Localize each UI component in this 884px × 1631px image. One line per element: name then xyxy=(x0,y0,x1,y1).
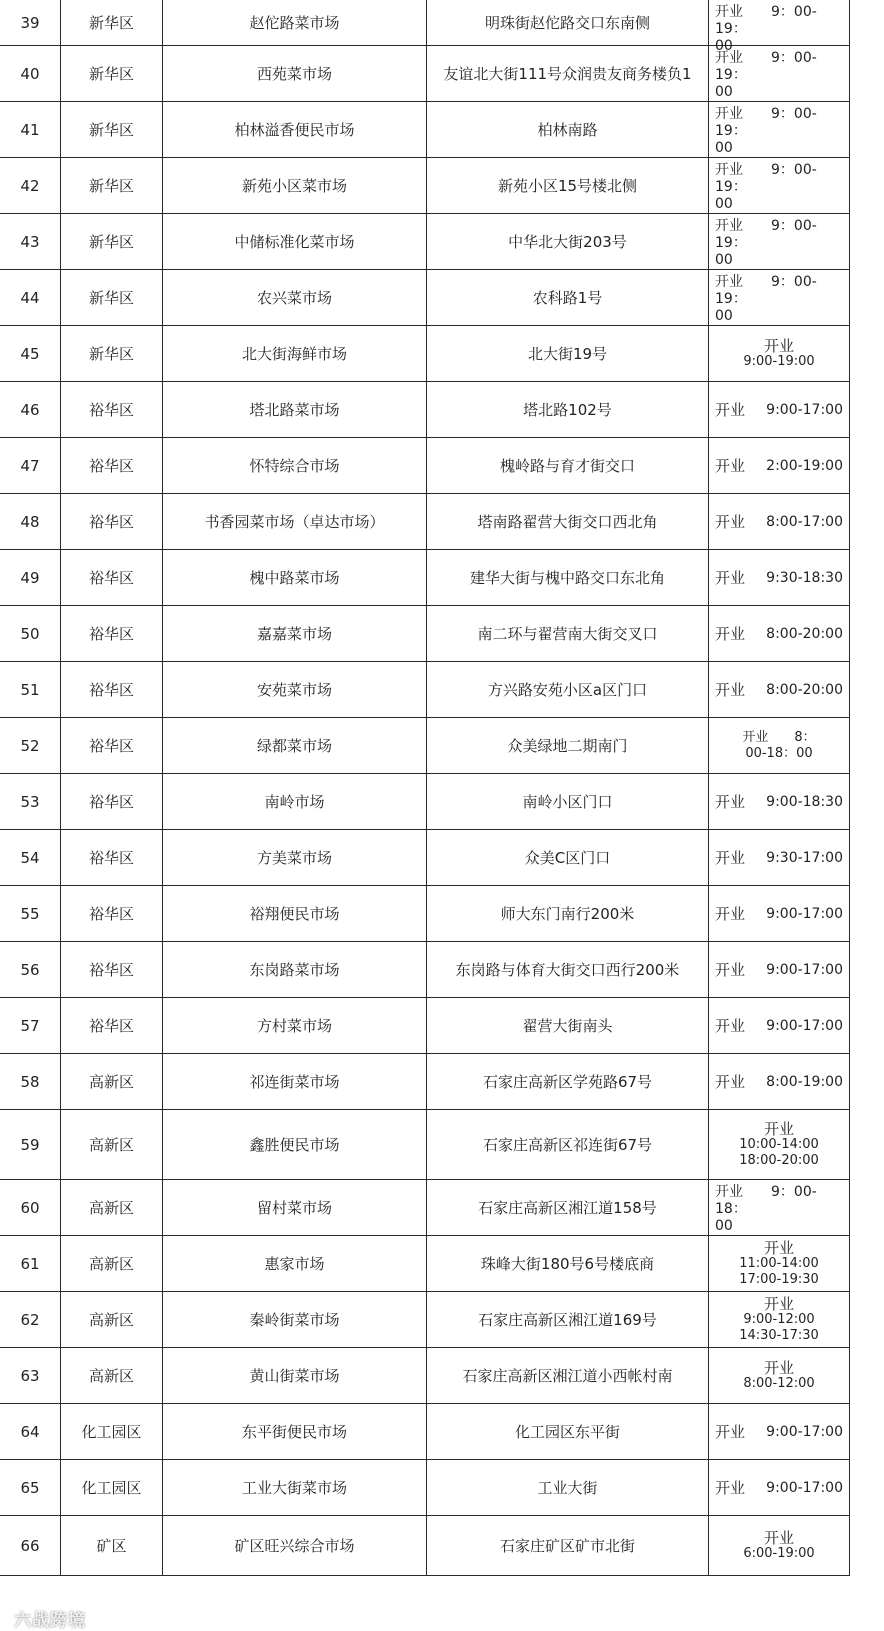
row-number: 58 xyxy=(0,1054,61,1109)
status-line: 开业 9：00-19： xyxy=(715,218,817,251)
hours-text: 9:00-17:00 xyxy=(766,401,843,418)
hours-text: 2:00-19:00 xyxy=(766,457,843,474)
district-cell: 化工园区 xyxy=(61,1460,163,1515)
address-cell: 珠峰大街180号6号楼底商 xyxy=(427,1236,709,1291)
status-cell xyxy=(709,494,850,549)
status-label: 开业 xyxy=(763,1294,794,1313)
status-cell xyxy=(709,1460,850,1515)
status-stack xyxy=(739,1240,819,1288)
row-number: 64 xyxy=(0,1404,61,1459)
status-label: 开业 xyxy=(715,1073,746,1091)
status-line: 开业 9：00-19： xyxy=(715,162,817,195)
address-cell: 柏林南路 xyxy=(427,102,709,157)
row-number: 45 xyxy=(0,326,61,381)
hours-text: 8:00-12:00 xyxy=(743,1375,815,1391)
market-name-cell: 工业大街菜市场 xyxy=(163,1460,427,1515)
status-line: 开业 9：00-19： xyxy=(715,50,817,83)
row-number: 50 xyxy=(0,606,61,661)
row-number: 61 xyxy=(0,1236,61,1291)
table-row xyxy=(0,0,850,54)
row-number: 63 xyxy=(0,1348,61,1403)
status-cell xyxy=(709,662,850,717)
status-cell xyxy=(709,46,850,101)
market-name-cell: 嘉嘉菜市场 xyxy=(163,606,427,661)
address-cell: 方兴路安苑小区a区门口 xyxy=(427,662,709,717)
table-row xyxy=(0,382,850,438)
status-cell xyxy=(709,214,850,269)
status-cell xyxy=(709,550,850,605)
status-line: 开业 9：00-19： xyxy=(715,106,817,139)
address-cell: 众美绿地二期南门 xyxy=(427,718,709,773)
status-cell xyxy=(709,438,850,493)
hours-text: 9:00-18:30 xyxy=(766,793,843,810)
table-row xyxy=(0,1460,850,1516)
status-cell xyxy=(709,774,850,829)
hours-text: 8:00-19:00 xyxy=(766,1073,843,1090)
market-name-cell: 安苑菜市场 xyxy=(163,662,427,717)
district-cell: 裕华区 xyxy=(61,550,163,605)
row-number: 46 xyxy=(0,382,61,437)
market-name-cell: 农兴菜市场 xyxy=(163,270,427,325)
status-label: 开业 8： xyxy=(742,729,816,745)
market-name-cell: 北大街海鲜市场 xyxy=(163,326,427,381)
hours-text: 10:00-14:00 xyxy=(739,1136,819,1152)
table-row xyxy=(0,662,850,718)
market-name-cell: 秦岭街菜市场 xyxy=(163,1292,427,1347)
address-cell: 南岭小区门口 xyxy=(427,774,709,829)
table-row xyxy=(0,1404,850,1460)
row-number: 43 xyxy=(0,214,61,269)
market-name-cell: 方美菜市场 xyxy=(163,830,427,885)
status-label: 开业 xyxy=(763,1528,794,1547)
status-inline xyxy=(713,791,845,812)
address-cell: 友谊北大街111号众润贵友商务楼负1 xyxy=(427,46,709,101)
status-label: 开业 xyxy=(715,625,746,643)
row-number: 51 xyxy=(0,662,61,717)
market-name-cell: 绿都菜市场 xyxy=(163,718,427,773)
hours-text: 8:00-17:00 xyxy=(766,513,843,530)
table-row xyxy=(0,102,850,158)
hours-text: 14:30-17:30 xyxy=(739,1327,819,1343)
status-line: 开业 9：00-18： xyxy=(715,1184,817,1217)
address-cell: 塔北路102号 xyxy=(427,382,709,437)
address-cell: 工业大街 xyxy=(427,1460,709,1515)
district-cell: 新华区 xyxy=(61,102,163,157)
table-row xyxy=(0,886,850,942)
status-inline xyxy=(713,1421,845,1442)
district-cell: 裕华区 xyxy=(61,662,163,717)
market-name-cell: 新苑小区菜市场 xyxy=(163,158,427,213)
table-row xyxy=(0,1348,850,1404)
district-cell: 裕华区 xyxy=(61,998,163,1053)
market-name-cell: 东平街便民市场 xyxy=(163,1404,427,1459)
hours-text: 9:30-18:30 xyxy=(766,569,843,586)
market-name-cell: 方村菜市场 xyxy=(163,998,427,1053)
table-row xyxy=(0,46,850,102)
address-cell: 明珠街赵佗路交口东南侧 xyxy=(427,0,709,45)
status-cell xyxy=(709,270,850,325)
status-stack xyxy=(743,338,814,370)
district-cell: 新华区 xyxy=(61,214,163,269)
status-cell xyxy=(709,1236,850,1291)
district-cell: 高新区 xyxy=(61,1054,163,1109)
status-stack xyxy=(739,1121,819,1169)
address-cell: 建华大街与槐中路交口东北角 xyxy=(427,550,709,605)
status-inline xyxy=(713,455,845,476)
status-wrap xyxy=(713,162,845,213)
district-cell: 新华区 xyxy=(61,326,163,381)
status-cell xyxy=(709,158,850,213)
market-name-cell: 槐中路菜市场 xyxy=(163,550,427,605)
table-row xyxy=(0,718,850,774)
hours-line: 00 xyxy=(715,308,733,324)
row-number: 52 xyxy=(0,718,61,773)
table-row xyxy=(0,998,850,1054)
status-label: 开业 xyxy=(763,1358,794,1377)
market-name-cell: 裕翔便民市场 xyxy=(163,886,427,941)
status-cell xyxy=(709,1110,850,1179)
address-cell: 南二环与翟营南大街交叉口 xyxy=(427,606,709,661)
status-cell xyxy=(709,606,850,661)
district-cell: 新华区 xyxy=(61,158,163,213)
hours-text: 8:00-20:00 xyxy=(766,681,843,698)
row-number: 60 xyxy=(0,1180,61,1235)
status-label: 开业 xyxy=(763,1238,794,1257)
table-row xyxy=(0,1236,850,1292)
status-cell xyxy=(709,326,850,381)
status-inline xyxy=(713,399,845,420)
district-cell: 高新区 xyxy=(61,1236,163,1291)
status-cell xyxy=(709,382,850,437)
market-name-cell: 东岗路菜市场 xyxy=(163,942,427,997)
status-cell xyxy=(709,1404,850,1459)
status-stack xyxy=(743,1530,814,1562)
district-cell: 裕华区 xyxy=(61,886,163,941)
hours-text: 18:00-20:00 xyxy=(739,1152,819,1168)
address-cell: 众美C区门口 xyxy=(427,830,709,885)
market-name-cell: 赵佗路菜市场 xyxy=(163,0,427,45)
district-cell: 新华区 xyxy=(61,46,163,101)
status-inline xyxy=(713,1071,845,1092)
status-stack xyxy=(739,1296,819,1344)
status-label: 开业 xyxy=(763,336,794,355)
hours-text: 9:00-17:00 xyxy=(766,1017,843,1034)
status-cell xyxy=(709,942,850,997)
address-cell: 石家庄矿区矿市北街 xyxy=(427,1516,709,1575)
market-name-cell: 留村菜市场 xyxy=(163,1180,427,1235)
status-cell xyxy=(709,886,850,941)
status-label: 开业 xyxy=(715,401,746,419)
district-cell: 新华区 xyxy=(61,0,163,45)
district-cell: 新华区 xyxy=(61,270,163,325)
table-row xyxy=(0,214,850,270)
hours-text: 8:00-20:00 xyxy=(766,625,843,642)
address-cell: 翟营大街南头 xyxy=(427,998,709,1053)
status-label: 开业 xyxy=(715,961,746,979)
hours-text: 9:00-12:00 xyxy=(743,1311,815,1327)
row-number: 53 xyxy=(0,774,61,829)
hours-text: 00-18：00 xyxy=(745,745,813,761)
hours-line: 00 xyxy=(715,140,733,156)
status-stack xyxy=(743,1360,814,1392)
hours-line: 00 xyxy=(715,84,733,100)
district-cell: 矿区 xyxy=(61,1516,163,1575)
status-label: 开业 xyxy=(715,457,746,475)
status-wrap xyxy=(713,50,845,101)
hours-text: 9:00-17:00 xyxy=(766,961,843,978)
status-label: 开业 xyxy=(715,569,746,587)
market-name-cell: 南岭市场 xyxy=(163,774,427,829)
district-cell: 裕华区 xyxy=(61,438,163,493)
hours-line: 00 xyxy=(715,38,733,54)
status-wrap xyxy=(713,106,845,157)
address-cell: 中华北大街203号 xyxy=(427,214,709,269)
status-inline xyxy=(713,959,845,980)
hours-line: 00 xyxy=(715,1218,733,1234)
address-cell: 石家庄高新区湘江道158号 xyxy=(427,1180,709,1235)
row-number: 39 xyxy=(0,0,61,45)
row-number: 57 xyxy=(0,998,61,1053)
status-label: 开业 xyxy=(715,849,746,867)
district-cell: 裕华区 xyxy=(61,494,163,549)
address-cell: 槐岭路与育才街交口 xyxy=(427,438,709,493)
district-cell: 高新区 xyxy=(61,1110,163,1179)
status-label: 开业 xyxy=(715,1423,746,1441)
table-row xyxy=(0,1110,850,1180)
row-number: 42 xyxy=(0,158,61,213)
address-cell: 师大东门南行200米 xyxy=(427,886,709,941)
table-row xyxy=(0,270,850,326)
market-name-cell: 书香园菜市场（卓达市场） xyxy=(163,494,427,549)
hours-line: 00 xyxy=(715,196,733,212)
hours-text: 9:00-17:00 xyxy=(766,1479,843,1496)
table-row xyxy=(0,830,850,886)
status-wrap xyxy=(713,218,845,269)
row-number: 47 xyxy=(0,438,61,493)
status-stack xyxy=(742,730,815,762)
address-cell: 石家庄高新区学苑路67号 xyxy=(427,1054,709,1109)
hours-text: 9:00-17:00 xyxy=(766,1423,843,1440)
table-row xyxy=(0,942,850,998)
table-row xyxy=(0,550,850,606)
table-row xyxy=(0,494,850,550)
row-number: 62 xyxy=(0,1292,61,1347)
address-cell: 北大街19号 xyxy=(427,326,709,381)
market-name-cell: 祁连街菜市场 xyxy=(163,1054,427,1109)
district-cell: 裕华区 xyxy=(61,382,163,437)
status-wrap xyxy=(713,274,845,325)
status-cell xyxy=(709,718,850,773)
status-inline xyxy=(713,623,845,644)
district-cell: 高新区 xyxy=(61,1180,163,1235)
row-number: 65 xyxy=(0,1460,61,1515)
hours-line: 00 xyxy=(715,252,733,268)
status-inline xyxy=(713,1015,845,1036)
row-number: 54 xyxy=(0,830,61,885)
district-cell: 高新区 xyxy=(61,1348,163,1403)
row-number: 49 xyxy=(0,550,61,605)
row-number: 55 xyxy=(0,886,61,941)
status-cell xyxy=(709,1180,850,1235)
status-cell xyxy=(709,0,850,54)
status-label: 开业 xyxy=(715,1017,746,1035)
address-cell: 石家庄高新区湘江道小西帐村南 xyxy=(427,1348,709,1403)
market-name-cell: 鑫胜便民市场 xyxy=(163,1110,427,1179)
status-inline xyxy=(713,903,845,924)
hours-text: 17:00-19:30 xyxy=(739,1271,819,1287)
status-label: 开业 xyxy=(715,905,746,923)
table-row xyxy=(0,774,850,830)
market-name-cell: 中储标准化菜市场 xyxy=(163,214,427,269)
status-label: 开业 xyxy=(763,1119,794,1138)
row-number: 66 xyxy=(0,1516,61,1575)
status-cell xyxy=(709,1348,850,1403)
address-cell: 化工园区东平街 xyxy=(427,1404,709,1459)
market-name-cell: 柏林溢香便民市场 xyxy=(163,102,427,157)
status-cell xyxy=(709,102,850,157)
hours-text: 11:00-14:00 xyxy=(739,1255,819,1271)
status-inline xyxy=(713,847,845,868)
status-line: 开业 9：00-19： xyxy=(715,4,817,37)
row-number: 56 xyxy=(0,942,61,997)
market-name-cell: 黄山街菜市场 xyxy=(163,1348,427,1403)
status-cell xyxy=(709,1516,850,1575)
district-cell: 化工园区 xyxy=(61,1404,163,1459)
district-cell: 裕华区 xyxy=(61,718,163,773)
district-cell: 裕华区 xyxy=(61,606,163,661)
address-cell: 石家庄高新区湘江道169号 xyxy=(427,1292,709,1347)
market-name-cell: 惠家市场 xyxy=(163,1236,427,1291)
row-number: 59 xyxy=(0,1110,61,1179)
address-cell: 农科路1号 xyxy=(427,270,709,325)
status-wrap xyxy=(713,1184,845,1235)
row-number: 48 xyxy=(0,494,61,549)
district-cell: 裕华区 xyxy=(61,942,163,997)
row-number: 40 xyxy=(0,46,61,101)
address-cell: 东岗路与体育大街交口西行200米 xyxy=(427,942,709,997)
table-row xyxy=(0,1180,850,1236)
table-row xyxy=(0,606,850,662)
table-row xyxy=(0,158,850,214)
table-row xyxy=(0,1054,850,1110)
status-cell xyxy=(709,1054,850,1109)
status-cell xyxy=(709,1292,850,1347)
table-row xyxy=(0,1292,850,1348)
address-cell: 石家庄高新区祁连街67号 xyxy=(427,1110,709,1179)
status-label: 开业 xyxy=(715,1479,746,1497)
market-name-cell: 怀特综合市场 xyxy=(163,438,427,493)
status-cell xyxy=(709,998,850,1053)
district-cell: 高新区 xyxy=(61,1292,163,1347)
hours-text: 9:00-17:00 xyxy=(766,905,843,922)
district-cell: 裕华区 xyxy=(61,830,163,885)
status-inline xyxy=(713,679,845,700)
market-name-cell: 塔北路菜市场 xyxy=(163,382,427,437)
status-label: 开业 xyxy=(715,793,746,811)
hours-text: 9:00-19:00 xyxy=(743,353,815,369)
table-row xyxy=(0,1516,850,1576)
district-cell: 裕华区 xyxy=(61,774,163,829)
status-cell xyxy=(709,830,850,885)
address-cell: 塔南路翟营大街交口西北角 xyxy=(427,494,709,549)
watermark: 六战跨境 xyxy=(14,1611,86,1631)
status-inline xyxy=(713,567,845,588)
status-inline xyxy=(713,511,845,532)
row-number: 41 xyxy=(0,102,61,157)
market-name-cell: 矿区旺兴综合市场 xyxy=(163,1516,427,1575)
status-label: 开业 xyxy=(715,681,746,699)
status-label: 开业 xyxy=(715,513,746,531)
table-row xyxy=(0,326,850,382)
status-inline xyxy=(713,1477,845,1498)
page-margin xyxy=(850,0,884,1631)
status-line: 开业 9：00-19： xyxy=(715,274,817,307)
address-cell: 新苑小区15号楼北侧 xyxy=(427,158,709,213)
table-row xyxy=(0,438,850,494)
row-number: 44 xyxy=(0,270,61,325)
market-name-cell: 西苑菜市场 xyxy=(163,46,427,101)
hours-text: 6:00-19:00 xyxy=(743,1545,815,1561)
hours-text: 9:30-17:00 xyxy=(766,849,843,866)
